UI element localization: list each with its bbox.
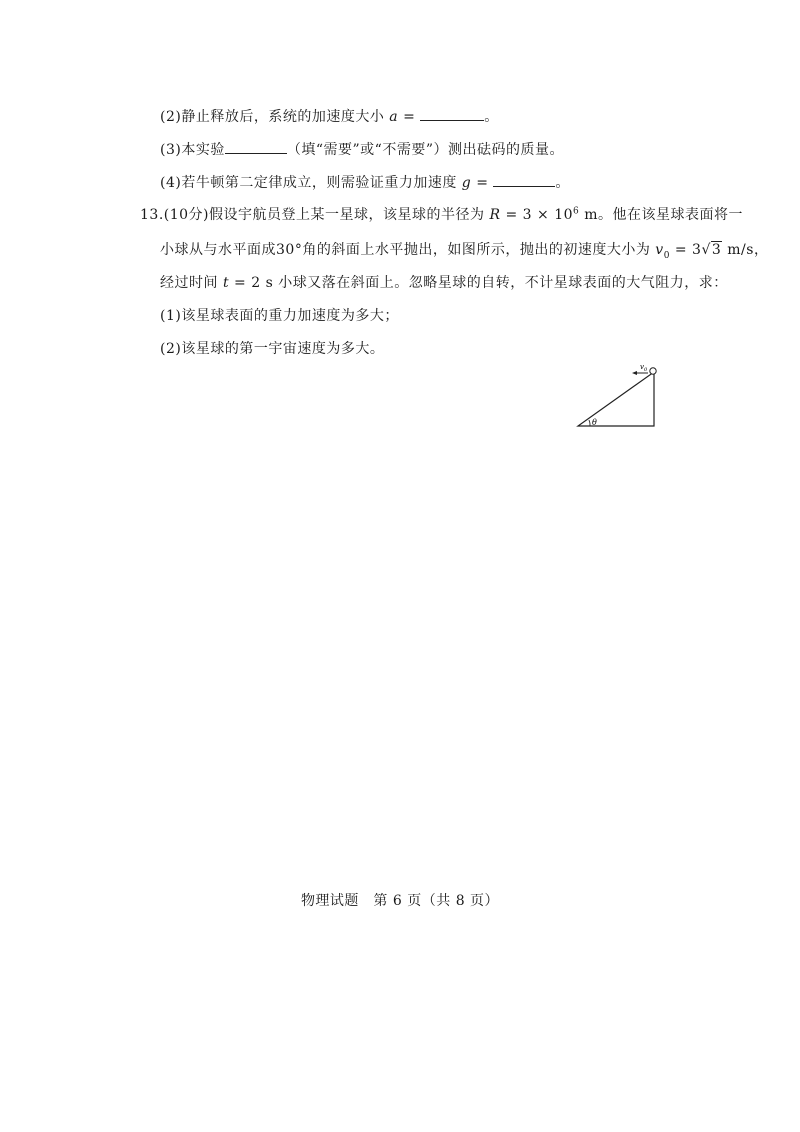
problem-13-text-line2: 小球从与水平面成30°角的斜面上水平抛出，如图所示，抛出的初速度大小为 <box>160 242 651 258</box>
radius-exponent: 6 <box>573 206 580 217</box>
sub-question-2 <box>160 339 384 359</box>
answer-blank-4 <box>493 172 555 187</box>
problem-13-text-a: (10分)假设宇航员登上某一星球，该星球的半径为 <box>163 207 485 223</box>
ball-icon <box>650 368 656 374</box>
answer-blank-2 <box>420 106 484 121</box>
velocity-arrowhead <box>632 371 637 375</box>
problem-13-text-line3b: = 2 s 小球又落在斜面上。忽略星球的自转，不计星球表面的大气阻力，求： <box>234 275 728 291</box>
question-4-text: 若牛顿第二定律成立，则需验证重力加速度 <box>181 175 457 191</box>
angle-label: θ <box>592 418 597 427</box>
incline-triangle <box>578 372 654 426</box>
velocity-subscript: 0 <box>663 250 670 261</box>
problem-13-text-c: m。他在该星球表面将一 <box>584 207 743 223</box>
question-2-end: 。 <box>484 109 499 125</box>
question-2-label: (2) <box>160 109 182 125</box>
time-var: t <box>222 275 230 291</box>
question-2-eq: = <box>403 109 416 125</box>
sqrt-radicand: 3 <box>711 242 722 258</box>
question-3-label: (3) <box>160 142 182 158</box>
problem-number: 13. <box>140 207 164 223</box>
radius-value: = 3 × 10 <box>505 207 574 223</box>
velocity-unit: m/s， <box>727 242 769 258</box>
answer-blank-3 <box>225 139 287 154</box>
problem-13-line-2 <box>160 240 768 260</box>
sub-question-1-text: (1)该星球表面的重力加速度为多大； <box>160 308 399 324</box>
sqrt-symbol: √3 <box>701 242 722 258</box>
page-footer: 物理试题 第 6 页（共 8 页） <box>300 893 500 909</box>
question-3 <box>160 139 564 160</box>
question-3-text-after: （填“需要”或“不需要”）测出砝码的质量。 <box>286 142 564 158</box>
problem-13-text-line3a: 经过时间 <box>160 275 218 291</box>
question-4-eq: = <box>476 175 489 191</box>
question-4-var: g <box>461 175 472 191</box>
question-4-end: 。 <box>555 175 570 191</box>
velocity-label: $v_0$ <box>640 363 648 373</box>
question-2 <box>160 106 499 127</box>
problem-13-line-1 <box>140 205 743 225</box>
problem-13-line-3 <box>160 273 728 293</box>
velocity-eq: = 3 <box>674 242 702 258</box>
velocity-var: v <box>655 242 664 258</box>
question-3-text: 本实验 <box>181 142 225 158</box>
question-2-text: 静止释放后，系统的加速度大小 <box>181 109 385 125</box>
sub-question-2-text: (2)该星球的第一宇宙速度为多大。 <box>160 341 385 357</box>
angle-arc <box>589 420 590 426</box>
radius-var: R <box>489 207 501 223</box>
sub-question-1 <box>160 306 399 326</box>
question-4 <box>160 172 570 193</box>
incline-diagram <box>574 362 660 432</box>
question-4-label: (4) <box>160 175 182 191</box>
question-2-var: a <box>389 109 399 125</box>
